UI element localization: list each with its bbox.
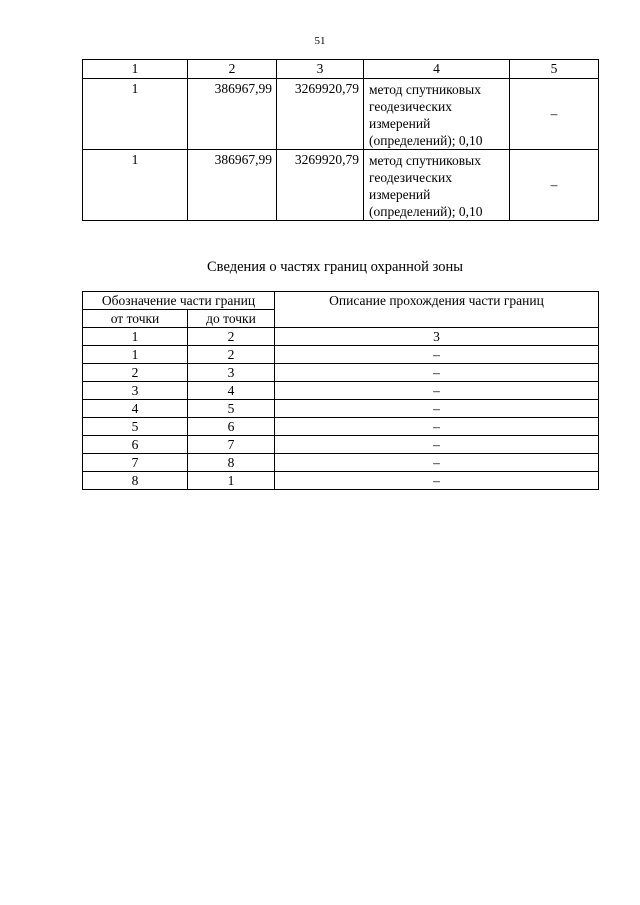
point-number: 1 xyxy=(83,79,188,150)
page-number: 51 xyxy=(314,35,326,47)
method-cell xyxy=(364,150,510,221)
coordinates-table xyxy=(82,59,599,221)
table-row xyxy=(83,472,599,490)
method-text: (определений); 0,10 xyxy=(369,204,483,219)
description: – xyxy=(275,382,599,400)
to-point: 5 xyxy=(188,400,275,418)
method-text: геодезических xyxy=(369,99,452,114)
from-point: 5 xyxy=(83,418,188,436)
description-header: Описание прохождения части границ xyxy=(275,292,599,328)
description: – xyxy=(275,472,599,490)
column-number: 3 xyxy=(275,328,599,346)
table-row xyxy=(83,400,599,418)
method-cell xyxy=(364,79,510,150)
column-header: 3 xyxy=(277,60,364,79)
from-point: 6 xyxy=(83,436,188,454)
to-point: 6 xyxy=(188,418,275,436)
boundary-parts-table xyxy=(82,291,599,490)
to-point: 3 xyxy=(188,364,275,382)
description: – xyxy=(275,400,599,418)
column-number-row xyxy=(83,328,599,346)
designation-header: Обозначение части границ xyxy=(83,292,275,310)
to-point: 1 xyxy=(188,472,275,490)
description: – xyxy=(275,436,599,454)
from-point-header: от точки xyxy=(83,310,188,328)
description: – xyxy=(275,364,599,382)
description: – xyxy=(275,454,599,472)
from-point: 4 xyxy=(83,400,188,418)
from-point: 8 xyxy=(83,472,188,490)
table-row xyxy=(83,79,599,150)
column-header: 2 xyxy=(188,60,277,79)
to-point: 4 xyxy=(188,382,275,400)
column-header: 4 xyxy=(364,60,510,79)
method-text: метод спутниковых xyxy=(369,82,481,97)
table-row xyxy=(83,382,599,400)
table-row xyxy=(83,150,599,221)
section-title: Сведения о частях границ охранной зоны xyxy=(207,259,463,275)
description: – xyxy=(275,418,599,436)
column-5-value: – xyxy=(510,150,599,221)
coordinate-y: 3269920,79 xyxy=(277,79,364,150)
table-row xyxy=(83,346,599,364)
method-text: измерений xyxy=(369,187,431,202)
method-text: геодезических xyxy=(369,170,452,185)
from-point: 2 xyxy=(83,364,188,382)
coordinate-x: 386967,99 xyxy=(188,150,277,221)
description: – xyxy=(275,346,599,364)
column-header: 5 xyxy=(510,60,599,79)
table-header-row xyxy=(83,292,599,310)
column-header: 1 xyxy=(83,60,188,79)
from-point: 7 xyxy=(83,454,188,472)
column-number: 2 xyxy=(188,328,275,346)
table-row xyxy=(83,436,599,454)
coordinate-y: 3269920,79 xyxy=(277,150,364,221)
point-number: 1 xyxy=(83,150,188,221)
to-point: 7 xyxy=(188,436,275,454)
column-5-value: – xyxy=(510,79,599,150)
method-text: (определений); 0,10 xyxy=(369,133,483,148)
table-row xyxy=(83,418,599,436)
table-row xyxy=(83,454,599,472)
table-row xyxy=(83,364,599,382)
column-number: 1 xyxy=(83,328,188,346)
coordinate-x: 386967,99 xyxy=(188,79,277,150)
to-point: 2 xyxy=(188,346,275,364)
method-text: метод спутниковых xyxy=(369,153,481,168)
to-point-header: до точки xyxy=(188,310,275,328)
from-point: 3 xyxy=(83,382,188,400)
method-text: измерений xyxy=(369,116,431,131)
to-point: 8 xyxy=(188,454,275,472)
table-header-row xyxy=(83,60,599,79)
from-point: 1 xyxy=(83,346,188,364)
